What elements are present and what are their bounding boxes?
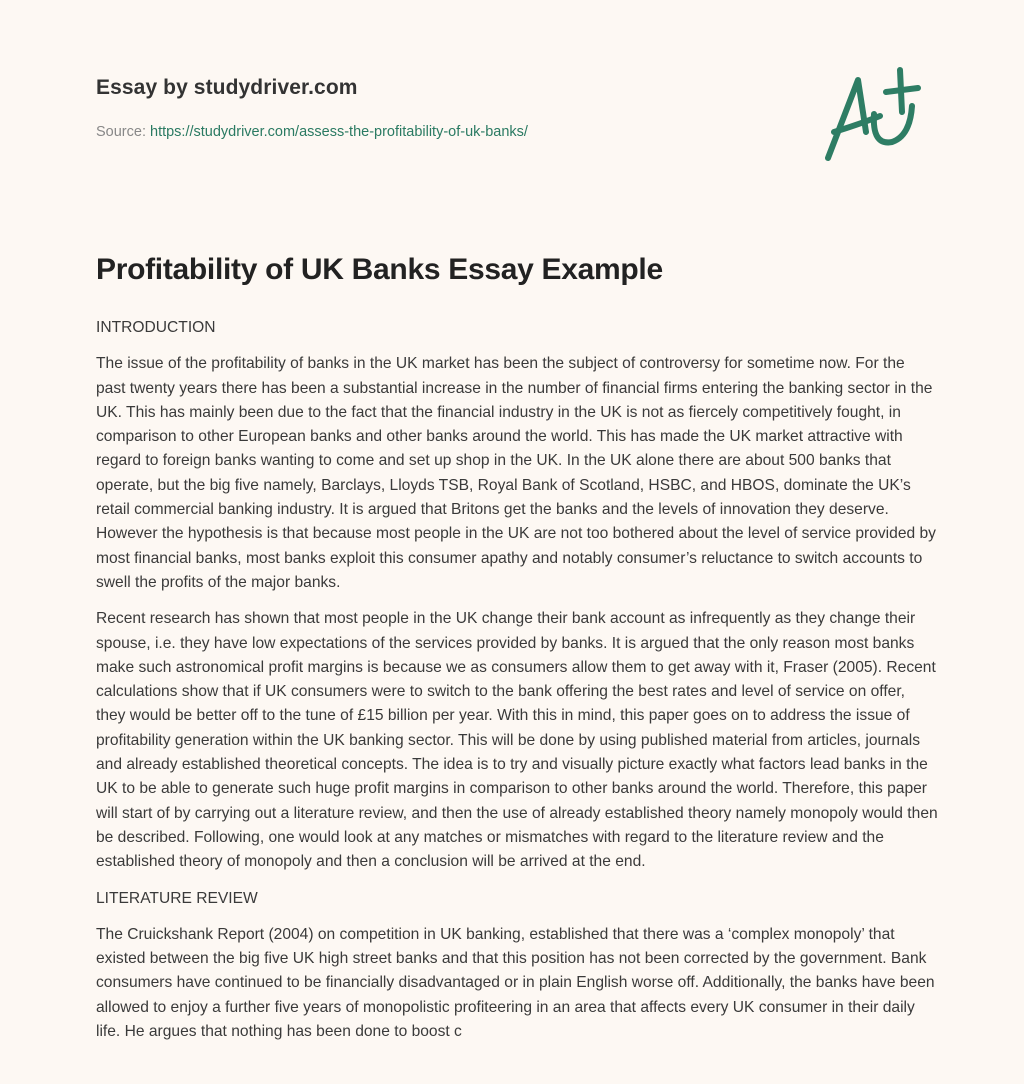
paragraph: The issue of the profitability of banks in the UK market has been the subject of controversy for sometime now. For the past twenty years there has been a substantial increase in the number of financial firms entering the banking sector in the UK. This has mainly been due to the fact that the financial industry in the UK is not as fiercely competitively fought, in comparison to other European banks and other banks around the world. This has made the UK market attractive with regard to foreign banks wanting to come and set up shop in the UK. In the UK alone there are about 500 banks that operate, but the big five namely, Barclays, Lloyds TSB, Royal Bank of Scotland, HSBC, and HBOS, dominate the UK’s retail commercial banking industry. It is argued that Britons get the banks and the levels of innovation they deserve. However the hypothesis is that because most people in the UK are not too bothered about the level of service provided by most financial banks, most banks exploit this consumer apathy and notably consumer’s reluctance to switch accounts to swell the profits of the major banks. [96, 355, 936, 591]
paragraph: The Cruickshank Report (2004) on competition in UK banking, established that there was a ‘complex monopoly’ that existed between the big five UK high street banks and that this position has not been corrected by the government. Bank consumers have continued to be financially disadvantaged or in plain English worse off. Additionally, the banks have been allowed to enjoy a further five years of monopolistic profiteering in an area that affects every UK consumer in their daily life. He argues that nothing has been done to boost c [96, 925, 935, 1041]
paragraph: Recent research has shown that most people in the UK change their bank account as infrequently as they change their spouse, i.e. they have low expectations of the services provided by banks. It is argued that the only reason most banks make such astronomical profit margins is because we as consumers allow them to get away with it, Fraser (2005). Recent calculations show that if UK consumers were to switch to the bank offering the best rates and level of service on offer, they would be better off to the tune of £15 billion per year. With this in mind, this paper goes on to address the issue of profitability generation within the UK banking sector. This will be done by using published material from articles, journals and already established theoretical concepts. The idea is to try and visually picture exactly what factors lead banks in the UK to be able to generate such huge profit margins in comparison to other banks around the world. Therefore, this paper will start of by carrying out a literature review, and then the use of already established theory namely monopoly would then be described. Following, one would look at any matches or mismatches with regard to the literature review and the established theory of monopoly and then a conclusion will be arrived at the end. [96, 610, 938, 871]
section-heading-literature-review: LITERATURE REVIEW [96, 889, 258, 907]
source-line [96, 124, 528, 140]
source-label: Source: [96, 124, 150, 140]
source-link[interactable]: https://studydriver.com/assess-the-profitability-of-uk-banks/ [150, 124, 528, 140]
site-header [96, 76, 358, 100]
section-heading-introduction: INTRODUCTION [96, 319, 216, 336]
page-title: Profitability of UK Banks Essay Example [96, 253, 663, 286]
essay-body [96, 316, 938, 1056]
brand-title: Essay by studydriver.com [96, 76, 358, 99]
a-plus-logo-icon [820, 66, 930, 166]
